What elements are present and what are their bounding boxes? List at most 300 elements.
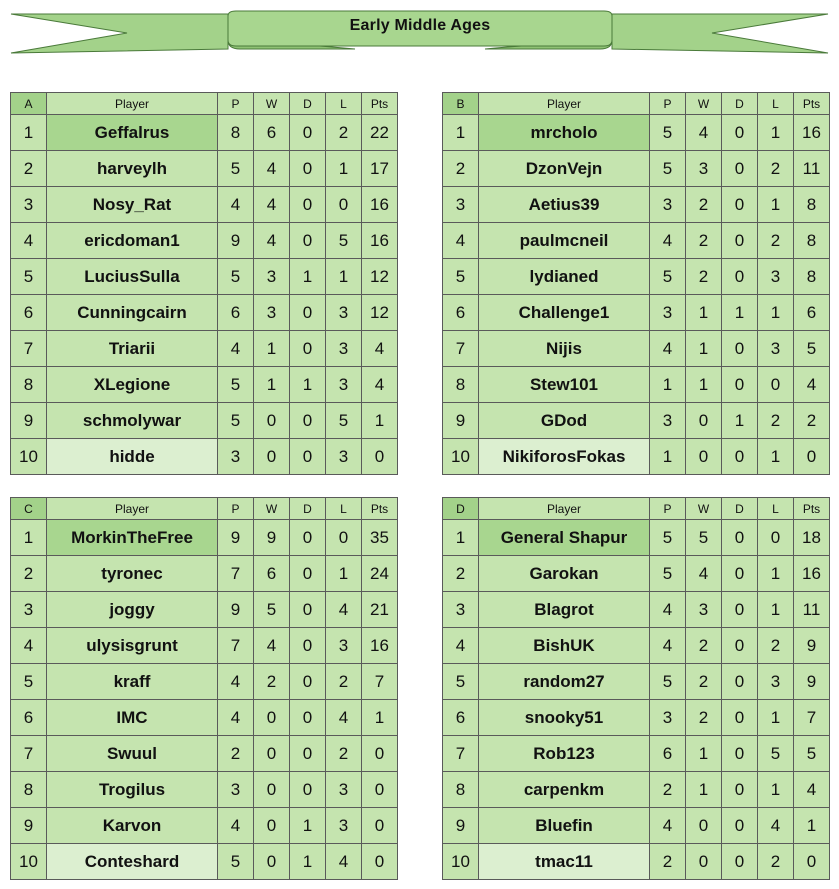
points-cell: 0 [362, 439, 398, 475]
rank-cell: 6 [443, 700, 479, 736]
lost-cell: 0 [326, 187, 362, 223]
column-header-pts: Pts [794, 93, 830, 115]
table-row [443, 187, 830, 223]
played-cell: 3 [650, 187, 686, 223]
played-cell: 5 [650, 151, 686, 187]
played-cell: 4 [218, 808, 254, 844]
won-cell: 0 [254, 439, 290, 475]
player-name-cell: carpenkm [479, 772, 650, 808]
won-cell: 0 [254, 700, 290, 736]
points-cell: 16 [362, 187, 398, 223]
played-cell: 9 [218, 520, 254, 556]
lost-cell: 3 [326, 808, 362, 844]
banner-left-tail [11, 14, 228, 53]
table-row [11, 151, 398, 187]
points-cell: 16 [794, 556, 830, 592]
rank-cell: 6 [443, 295, 479, 331]
player-name-cell: joggy [47, 592, 218, 628]
played-cell: 3 [650, 295, 686, 331]
lost-cell: 0 [326, 520, 362, 556]
lost-cell: 1 [758, 295, 794, 331]
table-row [443, 259, 830, 295]
played-cell: 4 [218, 700, 254, 736]
rank-cell: 8 [443, 367, 479, 403]
rank-cell: 7 [443, 736, 479, 772]
played-cell: 3 [218, 772, 254, 808]
played-cell: 5 [218, 151, 254, 187]
player-name-cell: Blagrot [479, 592, 650, 628]
played-cell: 6 [218, 295, 254, 331]
won-cell: 3 [686, 592, 722, 628]
group-letter: B [443, 93, 479, 115]
rank-cell: 7 [443, 331, 479, 367]
lost-cell: 0 [758, 367, 794, 403]
points-cell: 5 [794, 736, 830, 772]
player-name-cell: Garokan [479, 556, 650, 592]
drawn-cell: 0 [722, 808, 758, 844]
rank-cell: 6 [11, 700, 47, 736]
played-cell: 5 [650, 115, 686, 151]
lost-cell: 2 [758, 223, 794, 259]
won-cell: 0 [254, 403, 290, 439]
lost-cell: 1 [758, 115, 794, 151]
table-row [11, 295, 398, 331]
drawn-cell: 1 [290, 259, 326, 295]
lost-cell: 3 [326, 367, 362, 403]
drawn-cell: 0 [290, 700, 326, 736]
drawn-cell: 0 [290, 403, 326, 439]
table-row [11, 556, 398, 592]
rank-cell: 4 [443, 628, 479, 664]
column-header-player: Player [47, 498, 218, 520]
drawn-cell: 0 [290, 295, 326, 331]
played-cell: 7 [218, 628, 254, 664]
lost-cell: 2 [758, 151, 794, 187]
points-cell: 8 [794, 223, 830, 259]
rank-cell: 9 [443, 403, 479, 439]
points-cell: 21 [362, 592, 398, 628]
played-cell: 4 [218, 187, 254, 223]
lost-cell: 3 [326, 439, 362, 475]
table-row [11, 367, 398, 403]
table-row [443, 844, 830, 880]
played-cell: 4 [650, 223, 686, 259]
page-title: Early Middle Ages [349, 17, 491, 34]
drawn-cell: 0 [722, 187, 758, 223]
table-row [443, 295, 830, 331]
won-cell: 0 [686, 403, 722, 439]
won-cell: 4 [686, 556, 722, 592]
lost-cell: 1 [758, 700, 794, 736]
points-cell: 0 [794, 439, 830, 475]
drawn-cell: 0 [722, 772, 758, 808]
played-cell: 2 [650, 844, 686, 880]
won-cell: 2 [686, 628, 722, 664]
won-cell: 5 [254, 592, 290, 628]
points-cell: 16 [794, 115, 830, 151]
header-row [11, 498, 398, 520]
drawn-cell: 0 [722, 664, 758, 700]
player-name-cell: tyronec [47, 556, 218, 592]
column-header-p: P [218, 498, 254, 520]
table-row [11, 187, 398, 223]
won-cell: 0 [254, 808, 290, 844]
points-cell: 16 [362, 223, 398, 259]
won-cell: 4 [254, 223, 290, 259]
points-cell: 4 [794, 367, 830, 403]
drawn-cell: 1 [290, 844, 326, 880]
won-cell: 0 [254, 844, 290, 880]
drawn-cell: 0 [722, 151, 758, 187]
lost-cell: 4 [326, 844, 362, 880]
lost-cell: 5 [326, 223, 362, 259]
table-row [443, 367, 830, 403]
rank-cell: 10 [443, 439, 479, 475]
table-row [11, 808, 398, 844]
won-cell: 2 [686, 187, 722, 223]
player-name-cell: harveylh [47, 151, 218, 187]
lost-cell: 1 [326, 259, 362, 295]
lost-cell: 4 [326, 700, 362, 736]
rank-cell: 9 [443, 808, 479, 844]
drawn-cell: 0 [722, 844, 758, 880]
won-cell: 4 [686, 115, 722, 151]
won-cell: 4 [254, 628, 290, 664]
played-cell: 9 [218, 592, 254, 628]
table-row [11, 259, 398, 295]
lost-cell: 2 [758, 844, 794, 880]
won-cell: 0 [254, 736, 290, 772]
player-name-cell: kraff [47, 664, 218, 700]
rank-cell: 3 [11, 187, 47, 223]
points-cell: 5 [794, 331, 830, 367]
points-cell: 11 [794, 151, 830, 187]
header-row [443, 498, 830, 520]
won-cell: 0 [686, 844, 722, 880]
table-row [443, 736, 830, 772]
points-cell: 0 [362, 736, 398, 772]
points-cell: 22 [362, 115, 398, 151]
rank-cell: 5 [11, 259, 47, 295]
table-row [11, 700, 398, 736]
table-row [11, 772, 398, 808]
table-row [443, 556, 830, 592]
lost-cell: 2 [326, 664, 362, 700]
points-cell: 16 [362, 628, 398, 664]
rank-cell: 9 [11, 403, 47, 439]
lost-cell: 3 [326, 331, 362, 367]
won-cell: 1 [254, 367, 290, 403]
player-name-cell: random27 [479, 664, 650, 700]
drawn-cell: 1 [290, 367, 326, 403]
points-cell: 35 [362, 520, 398, 556]
rank-cell: 7 [11, 331, 47, 367]
header-row [443, 93, 830, 115]
points-cell: 8 [794, 259, 830, 295]
played-cell: 4 [650, 592, 686, 628]
drawn-cell: 0 [722, 628, 758, 664]
points-cell: 8 [794, 187, 830, 223]
points-cell: 12 [362, 259, 398, 295]
drawn-cell: 1 [722, 403, 758, 439]
rank-cell: 7 [11, 736, 47, 772]
played-cell: 5 [650, 520, 686, 556]
player-name-cell: mrcholo [479, 115, 650, 151]
banner-right-tail [612, 14, 828, 53]
drawn-cell: 0 [722, 520, 758, 556]
drawn-cell: 0 [290, 592, 326, 628]
played-cell: 5 [650, 259, 686, 295]
rank-cell: 5 [443, 259, 479, 295]
drawn-cell: 0 [290, 736, 326, 772]
table-row [443, 772, 830, 808]
points-cell: 9 [794, 664, 830, 700]
table-row [11, 628, 398, 664]
drawn-cell: 0 [290, 439, 326, 475]
drawn-cell: 0 [290, 556, 326, 592]
table-row [11, 736, 398, 772]
drawn-cell: 0 [722, 331, 758, 367]
drawn-cell: 0 [290, 628, 326, 664]
drawn-cell: 0 [722, 736, 758, 772]
rank-cell: 2 [11, 556, 47, 592]
player-name-cell: Aetius39 [479, 187, 650, 223]
column-header-player: Player [479, 498, 650, 520]
player-name-cell: Swuul [47, 736, 218, 772]
drawn-cell: 0 [290, 331, 326, 367]
column-header-w: W [254, 498, 290, 520]
group-table-a [10, 92, 398, 475]
points-cell: 4 [794, 772, 830, 808]
table-row [443, 520, 830, 556]
won-cell: 1 [686, 295, 722, 331]
drawn-cell: 0 [290, 772, 326, 808]
won-cell: 9 [254, 520, 290, 556]
column-header-l: L [326, 93, 362, 115]
player-name-cell: Triarii [47, 331, 218, 367]
drawn-cell: 0 [290, 664, 326, 700]
played-cell: 1 [650, 367, 686, 403]
lost-cell: 3 [326, 628, 362, 664]
player-name-cell: Nosy_Rat [47, 187, 218, 223]
drawn-cell: 0 [722, 556, 758, 592]
player-name-cell: Bluefin [479, 808, 650, 844]
rank-cell: 1 [11, 115, 47, 151]
column-header-player: Player [47, 93, 218, 115]
rank-cell: 1 [11, 520, 47, 556]
table-row [443, 403, 830, 439]
lost-cell: 1 [758, 439, 794, 475]
won-cell: 1 [686, 367, 722, 403]
rank-cell: 9 [11, 808, 47, 844]
drawn-cell: 0 [290, 115, 326, 151]
group-table-c [10, 497, 398, 880]
column-header-d: D [290, 93, 326, 115]
table-row [11, 439, 398, 475]
player-name-cell: schmolywar [47, 403, 218, 439]
points-cell: 0 [362, 808, 398, 844]
rank-cell: 4 [11, 223, 47, 259]
won-cell: 5 [686, 520, 722, 556]
won-cell: 6 [254, 556, 290, 592]
drawn-cell: 0 [290, 520, 326, 556]
group-letter: C [11, 498, 47, 520]
points-cell: 12 [362, 295, 398, 331]
lost-cell: 3 [758, 664, 794, 700]
played-cell: 5 [218, 259, 254, 295]
lost-cell: 1 [758, 772, 794, 808]
played-cell: 1 [650, 439, 686, 475]
played-cell: 5 [218, 367, 254, 403]
points-cell: 0 [794, 844, 830, 880]
player-name-cell: ericdoman1 [47, 223, 218, 259]
rank-cell: 4 [11, 628, 47, 664]
rank-cell: 10 [11, 844, 47, 880]
rank-cell: 2 [443, 151, 479, 187]
column-header-pts: Pts [794, 498, 830, 520]
player-name-cell: Nijis [479, 331, 650, 367]
column-header-p: P [650, 93, 686, 115]
points-cell: 7 [362, 664, 398, 700]
rank-cell: 5 [443, 664, 479, 700]
header-row [11, 93, 398, 115]
won-cell: 2 [686, 259, 722, 295]
points-cell: 2 [794, 403, 830, 439]
won-cell: 1 [254, 331, 290, 367]
points-cell: 24 [362, 556, 398, 592]
played-cell: 5 [650, 556, 686, 592]
column-header-d: D [290, 498, 326, 520]
rank-cell: 10 [11, 439, 47, 475]
points-cell: 0 [362, 772, 398, 808]
lost-cell: 3 [758, 259, 794, 295]
points-cell: 4 [362, 331, 398, 367]
drawn-cell: 0 [722, 223, 758, 259]
won-cell: 0 [686, 808, 722, 844]
won-cell: 1 [686, 772, 722, 808]
player-name-cell: General Shapur [479, 520, 650, 556]
lost-cell: 2 [758, 403, 794, 439]
player-name-cell: Conteshard [47, 844, 218, 880]
points-cell: 17 [362, 151, 398, 187]
points-cell: 9 [794, 628, 830, 664]
drawn-cell: 0 [722, 259, 758, 295]
rank-cell: 8 [11, 772, 47, 808]
points-cell: 4 [362, 367, 398, 403]
column-header-l: L [758, 498, 794, 520]
played-cell: 3 [218, 439, 254, 475]
table-row [443, 664, 830, 700]
played-cell: 4 [650, 808, 686, 844]
table-row [11, 115, 398, 151]
rank-cell: 2 [443, 556, 479, 592]
played-cell: 4 [218, 664, 254, 700]
table-row [11, 844, 398, 880]
won-cell: 6 [254, 115, 290, 151]
column-header-player: Player [479, 93, 650, 115]
lost-cell: 2 [326, 115, 362, 151]
column-header-pts: Pts [362, 498, 398, 520]
group-letter: A [11, 93, 47, 115]
won-cell: 4 [254, 151, 290, 187]
won-cell: 3 [686, 151, 722, 187]
table-row [443, 223, 830, 259]
lost-cell: 3 [326, 295, 362, 331]
player-name-cell: DzonVejn [479, 151, 650, 187]
lost-cell: 1 [758, 187, 794, 223]
played-cell: 7 [218, 556, 254, 592]
group-table-b [442, 92, 830, 475]
rank-cell: 1 [443, 520, 479, 556]
lost-cell: 3 [758, 331, 794, 367]
lost-cell: 0 [758, 520, 794, 556]
player-name-cell: XLegione [47, 367, 218, 403]
table-row [11, 403, 398, 439]
table-row [11, 223, 398, 259]
player-name-cell: IMC [47, 700, 218, 736]
rank-cell: 8 [443, 772, 479, 808]
player-name-cell: LuciusSulla [47, 259, 218, 295]
player-name-cell: BishUK [479, 628, 650, 664]
rank-cell: 1 [443, 115, 479, 151]
table-row [443, 628, 830, 664]
won-cell: 1 [686, 736, 722, 772]
won-cell: 2 [686, 223, 722, 259]
lost-cell: 1 [326, 151, 362, 187]
points-cell: 6 [794, 295, 830, 331]
column-header-w: W [686, 498, 722, 520]
lost-cell: 1 [758, 556, 794, 592]
table-row [443, 700, 830, 736]
column-header-w: W [686, 93, 722, 115]
won-cell: 3 [254, 295, 290, 331]
player-name-cell: hidde [47, 439, 218, 475]
column-header-w: W [254, 93, 290, 115]
lost-cell: 5 [758, 736, 794, 772]
column-header-p: P [218, 93, 254, 115]
rank-cell: 2 [11, 151, 47, 187]
played-cell: 5 [218, 844, 254, 880]
won-cell: 4 [254, 187, 290, 223]
drawn-cell: 1 [722, 295, 758, 331]
won-cell: 2 [686, 700, 722, 736]
played-cell: 4 [650, 628, 686, 664]
drawn-cell: 0 [722, 367, 758, 403]
drawn-cell: 0 [290, 187, 326, 223]
played-cell: 8 [218, 115, 254, 151]
played-cell: 3 [650, 700, 686, 736]
rank-cell: 10 [443, 844, 479, 880]
played-cell: 6 [650, 736, 686, 772]
column-header-pts: Pts [362, 93, 398, 115]
played-cell: 4 [218, 331, 254, 367]
player-name-cell: Trogilus [47, 772, 218, 808]
player-name-cell: Rob123 [479, 736, 650, 772]
drawn-cell: 0 [722, 439, 758, 475]
points-cell: 1 [362, 700, 398, 736]
table-row [11, 592, 398, 628]
rank-cell: 8 [11, 367, 47, 403]
rank-cell: 3 [443, 592, 479, 628]
played-cell: 5 [650, 664, 686, 700]
table-row [11, 520, 398, 556]
column-header-d: D [722, 498, 758, 520]
rank-cell: 6 [11, 295, 47, 331]
player-name-cell: Stew101 [479, 367, 650, 403]
lost-cell: 1 [326, 556, 362, 592]
table-row [443, 439, 830, 475]
table-row [443, 151, 830, 187]
